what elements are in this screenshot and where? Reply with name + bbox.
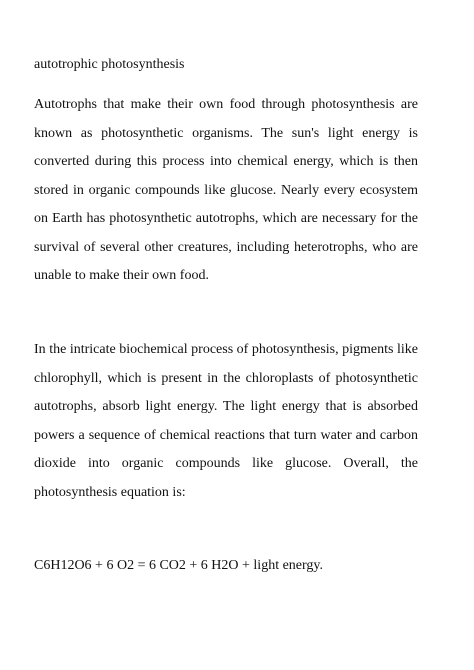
photosynthesis-equation: C6H12O6 + 6 O2 = 6 CO2 + 6 H2O + light energy. xyxy=(34,558,324,573)
paragraph-autotrophs: Autotrophs that make their own food through photosynthesis are known as photosynthetic organisms. The sun's light energy is converted during this process into chemical energy, which is then stored in organic compounds like glucose. Nearly every ecosystem on Earth has photosynthetic autotrophs, which are necessary for the survival of several other creatures, including heterotrophs, who are unable to make their own food. xyxy=(34,97,418,283)
document-title: autotrophic photosynthesis xyxy=(34,57,185,72)
paragraph-biochemical-process: In the intricate biochemical process of photosynthesis, pigments like chlorophyll, which is present in the chloroplasts of photosynthetic autotrophs, absorb light energy. The light energy that is absorbed powers a sequence of chemical reactions that turn water and carbon dioxide into organic compounds like glucose. Overall, the photosynthesis equation is: xyxy=(34,342,418,500)
